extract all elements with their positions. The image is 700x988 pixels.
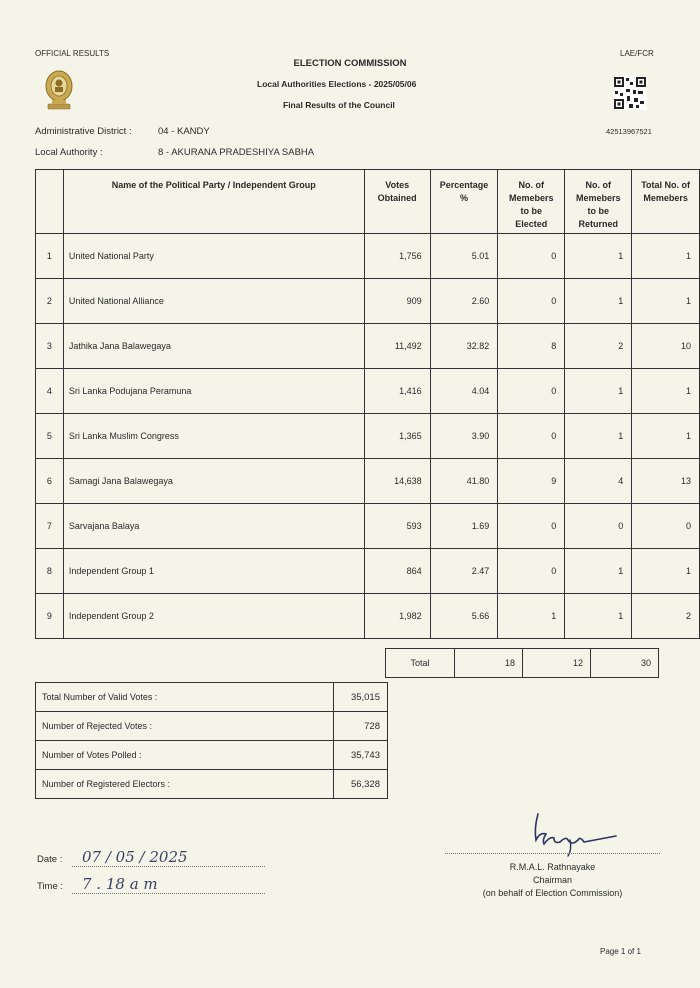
signer-note: (on behalf of Election Commission) <box>482 888 623 898</box>
district-label: Administrative District : <box>35 126 132 137</box>
table-row <box>36 504 700 549</box>
votes-obtained: 593 <box>364 504 430 549</box>
percentage: 2.60 <box>430 279 498 324</box>
table-row <box>36 234 700 279</box>
page-number: Page 1 of 1 <box>600 947 641 956</box>
signer-title: Chairman <box>532 875 572 885</box>
members-returned: 1 <box>565 414 632 459</box>
members-returned: 1 <box>565 234 632 279</box>
party-name: Sarvajana Balaya <box>63 504 364 549</box>
totals-table <box>385 648 659 678</box>
members-elected: 1 <box>498 594 565 639</box>
members-returned: 4 <box>565 459 632 504</box>
members-total: 0 <box>632 504 700 549</box>
votes-obtained: 909 <box>364 279 430 324</box>
summary-row <box>36 712 388 741</box>
summary-row <box>36 770 388 799</box>
totals-label: Total <box>386 649 455 678</box>
votes-obtained: 1,982 <box>364 594 430 639</box>
percentage: 3.90 <box>430 414 498 459</box>
qr-code-icon <box>613 76 647 110</box>
totals-row <box>386 649 659 678</box>
votes-obtained: 14,638 <box>364 459 430 504</box>
district-value: 04 - KANDY <box>158 126 210 137</box>
votes-obtained: 11,492 <box>364 324 430 369</box>
members-returned: 0 <box>565 504 632 549</box>
summary-value: 35,743 <box>334 741 388 770</box>
row-number: 5 <box>36 414 64 459</box>
election-subtitle: Local Authorities Elections - 2025/05/06 <box>257 79 417 89</box>
table-header-row <box>36 170 700 234</box>
totals-returned: 12 <box>523 649 591 678</box>
authority-value: 8 - AKURANA PRADESHIYA SABHA <box>158 147 315 158</box>
summary-value: 56,328 <box>334 770 388 799</box>
summary-table <box>35 682 388 799</box>
row-number: 9 <box>36 594 64 639</box>
members-returned: 1 <box>565 549 632 594</box>
column-header-percentage <box>430 170 498 234</box>
percentage: 4.04 <box>430 369 498 414</box>
members-returned: 2 <box>565 324 632 369</box>
page-title: ELECTION COMMISSION <box>293 58 407 69</box>
percentage: 5.01 <box>430 234 498 279</box>
official-results-tag: OFFICIAL RESULTS <box>35 49 110 58</box>
column-header-party <box>63 170 364 234</box>
members-total: 10 <box>632 324 700 369</box>
members-total: 1 <box>632 234 700 279</box>
signature-line <box>445 852 660 854</box>
members-total: 2 <box>632 594 700 639</box>
summary-row <box>36 741 388 770</box>
column-header-percentage-text: Percentage % <box>439 180 489 203</box>
date-line <box>72 846 265 867</box>
column-header-returned-text: No. of Memebers to be Returned <box>576 180 621 229</box>
column-header-votes <box>364 170 430 234</box>
date-label: Date : <box>37 854 63 865</box>
column-header-total-text: Total No. of Memebers <box>641 180 691 203</box>
party-name: Samagi Jana Balawegaya <box>63 459 364 504</box>
form-code: LAE/FCR <box>620 49 654 58</box>
authority-label: Local Authority : <box>35 147 103 158</box>
votes-obtained: 1,756 <box>364 234 430 279</box>
results-subtitle: Final Results of the Council <box>283 100 395 110</box>
signer-name: R.M.A.L. Rathnayake <box>509 862 596 872</box>
members-elected: 9 <box>498 459 565 504</box>
emblem-icon <box>42 66 76 114</box>
summary-value: 35,015 <box>334 683 388 712</box>
members-elected: 0 <box>498 414 565 459</box>
row-number: 2 <box>36 279 64 324</box>
column-header-returned <box>565 170 632 234</box>
summary-label: Number of Registered Electors : <box>36 770 334 799</box>
members-elected: 0 <box>498 234 565 279</box>
column-header-total <box>632 170 700 234</box>
summary-label: Number of Rejected Votes : <box>36 712 334 741</box>
summary-label: Number of Votes Polled : <box>36 741 334 770</box>
party-name: Sri Lanka Podujana Peramuna <box>63 369 364 414</box>
members-elected: 0 <box>498 504 565 549</box>
table-row <box>36 594 700 639</box>
members-returned: 1 <box>565 594 632 639</box>
members-returned: 1 <box>565 279 632 324</box>
document-number: 42513967521 <box>606 127 652 136</box>
percentage: 1.69 <box>430 504 498 549</box>
percentage: 41.80 <box>430 459 498 504</box>
time-line <box>72 873 265 894</box>
row-number: 7 <box>36 504 64 549</box>
totals-total: 30 <box>591 649 659 678</box>
table-row <box>36 324 700 369</box>
percentage: 5.66 <box>430 594 498 639</box>
party-name: Sri Lanka Muslim Congress <box>63 414 364 459</box>
summary-label: Total Number of Valid Votes : <box>36 683 334 712</box>
members-total: 1 <box>632 279 700 324</box>
members-elected: 0 <box>498 549 565 594</box>
summary-row <box>36 683 388 712</box>
summary-value: 728 <box>334 712 388 741</box>
time-label: Time : <box>37 881 64 892</box>
column-header-votes-text: Votes Obtained <box>377 180 417 203</box>
percentage: 2.47 <box>430 549 498 594</box>
results-table <box>35 169 700 639</box>
members-elected: 8 <box>498 324 565 369</box>
date-value: 07 / 05 / 2025 <box>82 848 188 866</box>
members-total: 1 <box>632 369 700 414</box>
row-number: 1 <box>36 234 64 279</box>
party-name: United National Alliance <box>63 279 364 324</box>
row-number: 4 <box>36 369 64 414</box>
row-number: 6 <box>36 459 64 504</box>
table-row <box>36 549 700 594</box>
members-elected: 0 <box>498 279 565 324</box>
time-value: 7 . 18 a m <box>82 875 158 893</box>
votes-obtained: 1,416 <box>364 369 430 414</box>
table-row <box>36 279 700 324</box>
party-name: United National Party <box>63 234 364 279</box>
totals-elected: 18 <box>455 649 523 678</box>
party-name: Jathika Jana Balawegaya <box>63 324 364 369</box>
table-row <box>36 459 700 504</box>
members-total: 1 <box>632 549 700 594</box>
votes-obtained: 1,365 <box>364 414 430 459</box>
members-elected: 0 <box>498 369 565 414</box>
row-number: 3 <box>36 324 64 369</box>
percentage: 32.82 <box>430 324 498 369</box>
row-number: 8 <box>36 549 64 594</box>
column-header-elected-text: No. of Memebers to be Elected <box>508 180 554 229</box>
table-row <box>36 369 700 414</box>
column-header-party-text: Name of the Political Party / Independent Group <box>111 180 316 190</box>
table-row <box>36 414 700 459</box>
party-name: Independent Group 2 <box>63 594 364 639</box>
column-header-elected <box>498 170 565 234</box>
members-total: 13 <box>632 459 700 504</box>
members-returned: 1 <box>565 369 632 414</box>
column-header-no <box>36 170 64 234</box>
party-name: Independent Group 1 <box>63 549 364 594</box>
members-total: 1 <box>632 414 700 459</box>
votes-obtained: 864 <box>364 549 430 594</box>
